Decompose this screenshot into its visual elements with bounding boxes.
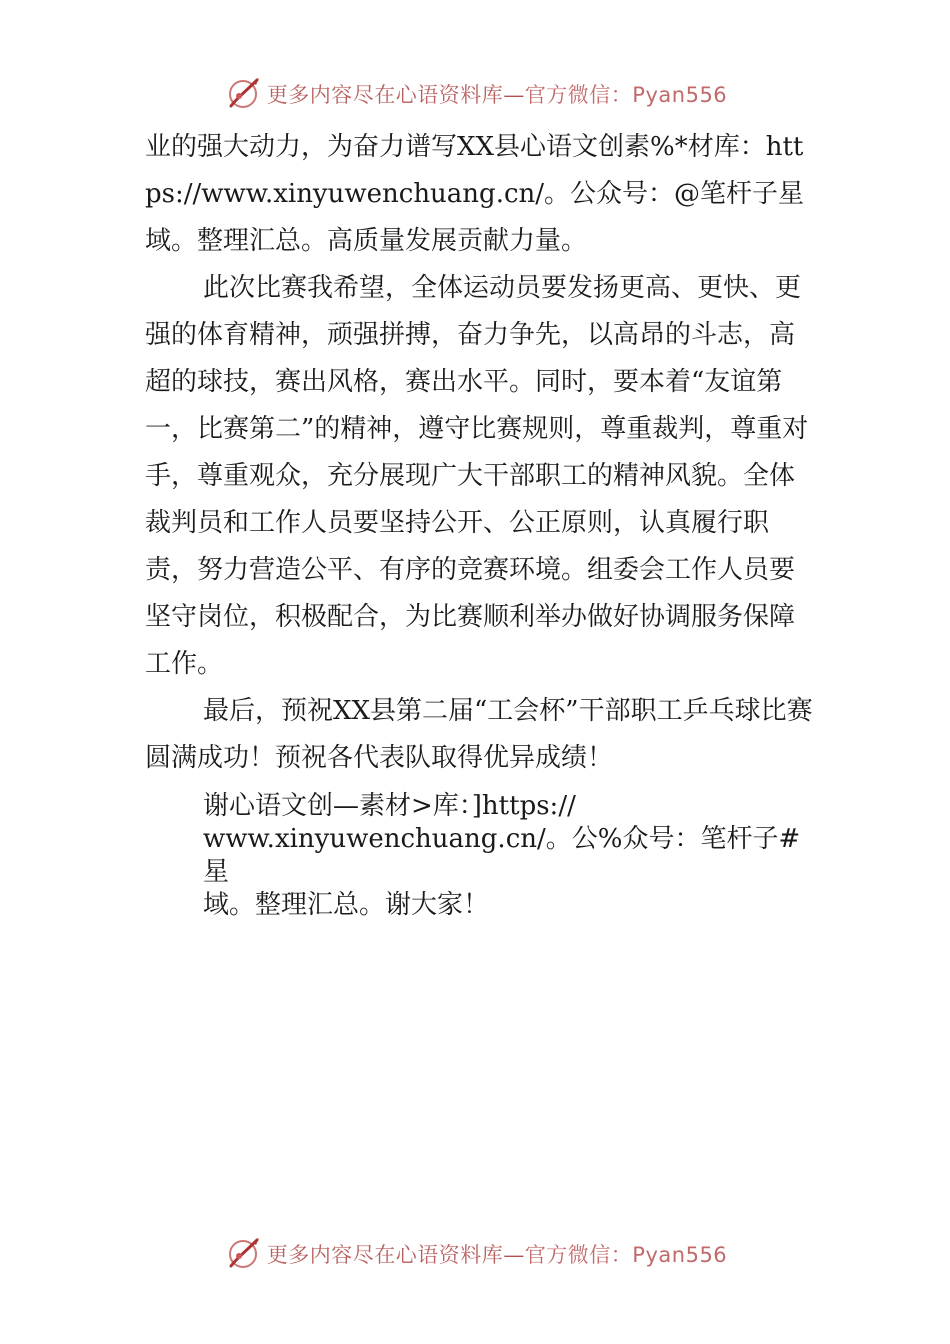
banner-text: [267, 1239, 727, 1269]
pen-logo-icon: [223, 74, 263, 114]
banner-site-text: 更多内容尽在心语资料库: [266, 83, 504, 107]
paragraph-hopes: 此次比赛我希望，全体运动员要发扬更高、更快、更强的体育精神，顽强拼搏，奋力争先，以高昂的斗志，高超的球技，赛出风格，赛出水平。同时，要本着“友谊第一，比赛第二”的精神，遵守比赛规则，尊重裁判，尊重对手，尊重观众，充分展现广大干部职工的精神风貌。全体裁判员和工作人员要坚持公开、公正原则，认真履行职责，努力营造公平、有序的竞赛环境。组委会工作人员要坚守岗位，积极配合，为比赛顺利举办做好协调服务保障工作。: [145, 273, 809, 679]
banner-dash: —: [503, 83, 525, 107]
banner-site-text: 更多内容尽在心语资料库: [266, 1243, 504, 1267]
thanks-line-2: www.xinyuwenchuang.cn/。公%众号：笔杆子#星: [203, 824, 801, 887]
banner-text: [267, 79, 727, 109]
footer-banner: [0, 1232, 950, 1276]
pen-logo-icon: [223, 1234, 263, 1274]
header-banner: [0, 72, 950, 116]
thanks-line-3: 域。整理汇总。谢大家！: [203, 890, 490, 920]
banner-wechat-text: 官方微信：Pyan556: [524, 1243, 728, 1267]
banner-wechat-text: 官方微信：Pyan556: [524, 83, 728, 107]
paragraph-wishes: 最后，预祝XX县第二届“工会杯”干部职工乒乓球比赛圆满成功！预祝各代表队取得优异成绩！: [145, 696, 813, 773]
paragraph-continuation: 业的强大动力，为奋力谱写XX县心语文创素%*材库：https://www.xinyuwenchuang.cn/。公众号：@笔杆子星域。整理汇总。高质量发展贡献力量。: [145, 132, 805, 256]
thanks-line-1: 谢心语文创—素材>库：]https://: [203, 791, 576, 821]
document-body: [145, 124, 815, 922]
banner-dash: —: [503, 1243, 525, 1267]
thanks-block: [203, 790, 815, 922]
